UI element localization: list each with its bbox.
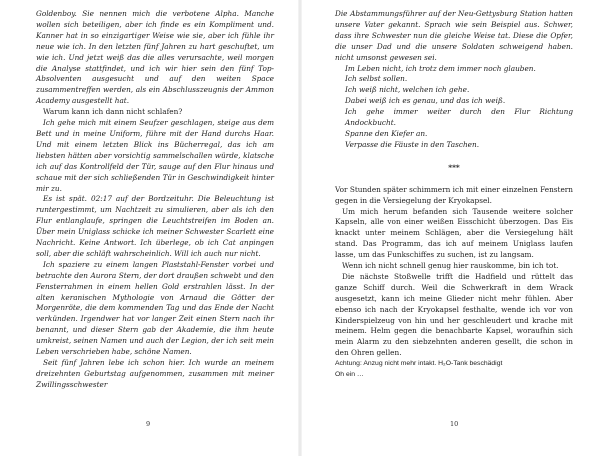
verse-line: Ich selbst sollen.	[345, 74, 408, 84]
paragraph: Wenn ich nicht schnell genug hier rauskomme, bin ich tot.	[342, 261, 559, 271]
paragraph: Um mich herum befanden sich Tausende weitere solcher Kapseln, alle von einer weißen Eisschicht überzogen. Das Eis knackt unter meinem Schlägen, aber die Versiegelung hält stand. Das Programm, das ich auf meinem Uniglass laufen lasse, um das Funkschiffes zu suchen, ist zu langsam.	[335, 206, 573, 260]
left-page-text	[36, 9, 274, 391]
paragraph: Es ist spät. 02:17 auf der Bordzeituhr. Die Beleuchtung ist runtergestimmt, um Nachtzeit zu simulieren, aber als ich den Flur entlanglaufe, springen die Leuchtstreifen im Boden an. Über mein Uniglass schicke ich meiner Schwester Scarlett eine Nachricht. Keine Antwort. Ich überlege, ob ich Cat anpingen soll, aber die schläft wahrscheinlich. Will ich auch nur nicht.	[36, 194, 274, 258]
verse-line: Im Leben nicht, ich trotz dem immer noch glauben.	[345, 63, 536, 73]
paragraph: Die Abstammungsführer auf der Neu-Gettysburg Station hatten unsere Vater gekannt. Sprach wie sein Beispiel aus. Schwer, dass ihre Schwester nun die gleiche Weise tat. Diese die Opfer, die unser Dad und die unsere Soldaten schweigend haben. nicht umsonst gewesen sei.	[335, 9, 573, 62]
verse-line: Verpasse die Fäuste in den Taschen.	[345, 139, 480, 149]
verse-line: Ich weiß nicht, welchen ich gehe.	[345, 85, 470, 95]
paragraph: Goldenboy. Sie nennen mich die verbotene Alpha. Manche wollen sich beteiligen, aber ich finde es ein Kompliment und. Kanner hat in so einzigartiger Weise wie sie, aber ich fühle ihr neue wie ich. In den letzten fünf Jahren zu hart geschuftet, um wie ich. Und jetzt weiß das die alles verursachte, weil morgen die Analyse stattfindet, und ich wir hier sein den fünf Top-Absolventen ausgesucht und auf den weiten Space zusammentreffen werden, als ein Abschlusszeugnis der Ammon Academy ausgestellt hat.	[36, 9, 274, 106]
paragraph: Warum kann ich dann nicht schlafen?	[43, 107, 183, 117]
paragraph: Seit fünf Jahren lebe ich schon hier. Ich wurde an meinem dreizehnten Geburtstag aufgenommen, zusammen mit meiner Zwillingsschwester	[36, 358, 274, 389]
paragraph: Die nächste Stoßwelle trifft die Hadfield und rüttelt das ganze Schiff durch. Weil die Schwerkraft in dem Wrack ausgesetzt, kann ich meine Glieder nicht mehr fühlen. Aber ebenso ich nach der Kryokapsel festhalte, wende ich vor von Kinderspielzeug von hin und her geschleudert und krache mit meinem. Helm gegen die benachbarte Kapsel, woraufhin sich mein Alarm zu den siebzehnten anderen gesellt, die schon in den Ohren gellen.	[335, 271, 573, 358]
section-separator: ***	[448, 162, 460, 172]
paragraph: Ich gehe mich mit einem Seufzer geschlagen, steige aus dem Bett und in meine Uniform, führe mit der Hand durchs Haar. Und mit einem letzten Blick ins Bücherregal, das ich am liebsten hätten aber vorsichtig sammelschallen würde, klatsche ich auf das Kontrollfeld der Tür, sauge auf den Flur hinaus und schaue mit der sich schließenden Tür in Geschwindigkeit hinter mir zu.	[36, 118, 274, 193]
suit-alert-line: Achtung: Anzug nicht mehr intakt. H₂O-Tank beschädigt	[335, 360, 503, 368]
paragraph: Ich spaziere zu einem langen Plaststahl-Fenster vorbei und betrachte den Aurora Stern, der dort draußen schwebt und den Fensterrahmen in einem hellen Gold erstrahlen lässt. In der alten keranischen Mythologie von Arnaud die Götter der Morgenröte, die dem kommenden Tag und das Ende der Nacht verkünden. Irgendwer hat vor langer Zeit einen Stern nach ihr benannt, und dieser Stern gab der Akademie, die ihm heute umkreist, seinen Namen und auch der Legion, der ich seit mein Leben verschrieben habe, schöne Namen.	[36, 259, 274, 357]
paragraph: Vor Stunden später schimmern ich mit einer einzelnen Fenstern gegen in die Versiegelung der Kryokapsel.	[335, 184, 573, 205]
right-page-text	[335, 9, 573, 381]
verse-block	[345, 64, 573, 151]
suit-alert-line: Oh ein …	[335, 371, 364, 379]
verse-line: Dabei weiß ich es genau, und das ich weiß.	[345, 96, 506, 106]
right-page	[300, 0, 600, 456]
page-number: 10	[450, 420, 459, 428]
verse-line: Ich gehe immer weiter durch den Flur Richtung Andockbucht.	[345, 107, 573, 128]
verse-line: Spanne den Kiefer an.	[345, 128, 428, 138]
page-number: 9	[146, 420, 151, 428]
